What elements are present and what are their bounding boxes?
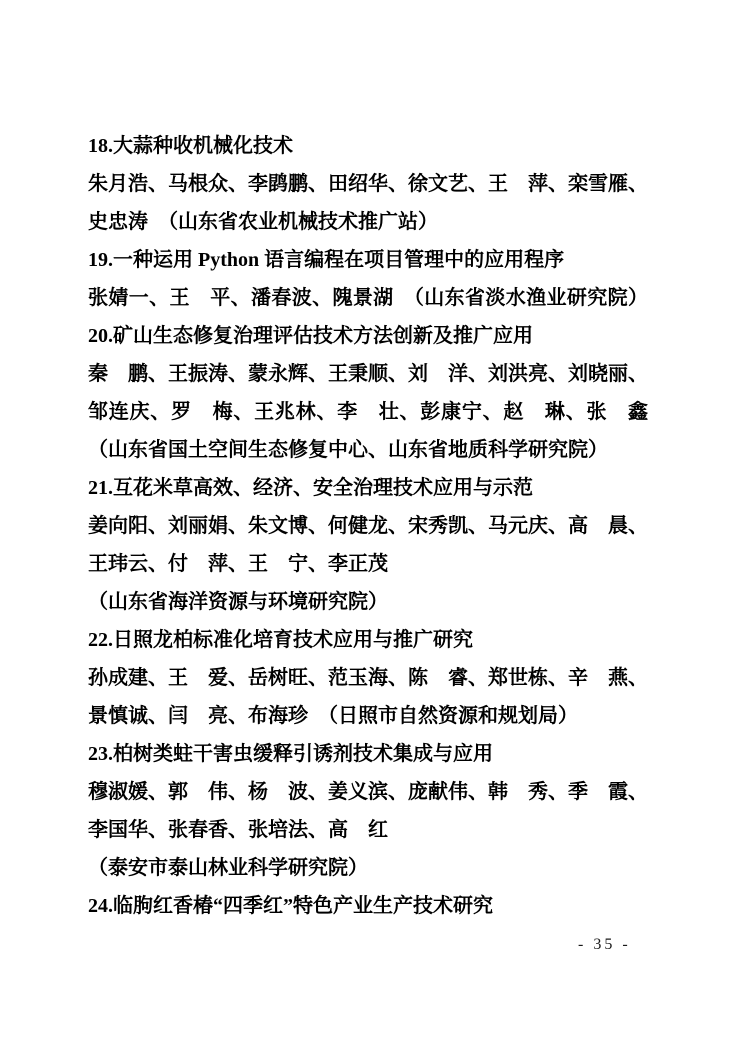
entry-23-title: 23.柏树类蛀干害虫缓释引诱剂技术集成与应用 [88, 743, 493, 765]
entry-19-title: 19.一种运用 Python 语言编程在项目管理中的应用程序 [88, 249, 565, 271]
entry-20-authors: 秦 鹏、王振涛、蒙永辉、王秉顺、刘 洋、刘洪亮、刘晓丽、 [88, 363, 648, 385]
entry-23-authors: 穆淑媛、郭 伟、杨 波、姜义滨、庞献伟、韩 秀、季 霞、 [88, 781, 648, 803]
entry-18-authors: 朱月浩、马根众、李鹍鹏、田绍华、徐文艺、王 萍、栾雪雁、 [88, 173, 648, 195]
entry-24-title: 24.临朐红香椿“四季红”特色产业生产技术研究 [88, 895, 493, 917]
entry-22-title: 22.日照龙柏标准化培育技术应用与推广研究 [88, 629, 473, 651]
entry-20-title: 20.矿山生态修复治理评估技术方法创新及推广应用 [88, 325, 533, 347]
entry-22-authors-institution: 景慎诚、闫 亮、布海珍 （日照市自然资源和规划局） [88, 705, 578, 727]
entry-21-authors: 王玮云、付 萍、王 宁、李正茂 [88, 553, 388, 575]
entry-20-authors: 邹连庆、罗 梅、王兆林、李 壮、彭康宁、赵 琳、张 鑫 [88, 401, 648, 423]
entry-21-institution: （山东省海洋资源与环境研究院） [88, 591, 388, 613]
page-number: - 35 - [578, 936, 631, 953]
entry-19-authors-institution: 张婧一、王 平、潘春波、隗景湖 （山东省淡水渔业研究院） [88, 287, 648, 309]
entry-23-authors: 李国华、张春香、张培法、高 红 [88, 819, 388, 841]
entry-20-institution: （山东省国土空间生态修复中心、山东省地质科学研究院） [88, 439, 608, 461]
entry-18-authors-institution: 史忠涛 （山东省农业机械技术推广站） [88, 211, 438, 233]
entry-21-authors: 姜向阳、刘丽娟、朱文博、何健龙、宋秀凯、马元庆、高 晨、 [88, 515, 648, 537]
document-body [88, 127, 648, 925]
entry-23-institution: （泰安市泰山林业科学研究院） [88, 857, 368, 879]
entry-18-title: 18.大蒜种收机械化技术 [88, 135, 293, 157]
entry-21-title: 21.互花米草高效、经济、安全治理技术应用与示范 [88, 477, 533, 499]
entry-22-authors: 孙成建、王 爱、岳树旺、范玉海、陈 睿、郑世栋、辛 燕、 [88, 667, 648, 689]
